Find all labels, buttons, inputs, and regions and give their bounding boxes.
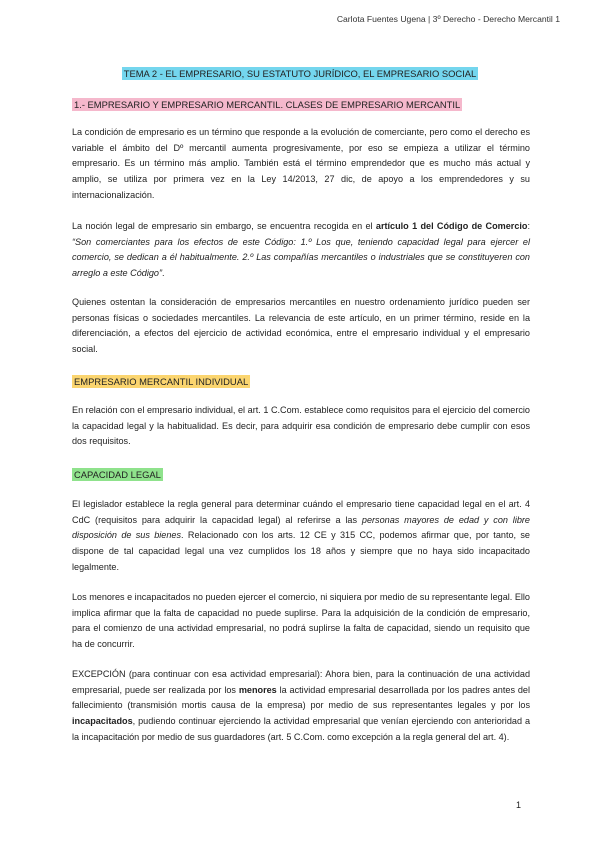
p5-text-c: . Relacionado con los arts. 12 CE y 315 CC, podemos afirmar que, por tanto, se dispone de tal capacidad legal una vez cumplidos los 18 años y siempre que no haya sido incapacitado legalmente. xyxy=(72,530,530,572)
p7-text-c: la actividad empresarial desarrollada por los padres antes del fallecimiento (transmisión mortis causa de la empresa) por medio de sus representantes legales y por los xyxy=(72,684,530,711)
p7-bold-menores: menores xyxy=(238,684,277,695)
p5-italic: personas mayores de edad y con libre disposición de sus bienes xyxy=(72,514,530,541)
paragraph-6: Los menores e incapacitados no pueden ejercer el comercio, ni siquiera por medio de su representante legal. Ello implica afirmar que la falta de capacidad no puede suplirse. Para la adquisición de la condición de empresario, para el comienzo de una actividad empresarial, no podrá suplirse la falta de capacidad, siendo un requisito que ha de concurrir. xyxy=(72,592,530,650)
p2-text-e: . xyxy=(161,268,165,279)
running-header: Carlota Fuentes Ugena | 3º Derecho - Derecho Mercantil 1 xyxy=(336,14,560,24)
paragraph-2 xyxy=(72,219,530,282)
section-heading-1 xyxy=(72,99,462,110)
p7-text-e: , pudiendo continuar ejerciendo la actividad empresarial que venían ejerciendo con anterioridad a la incapacitación por medio de sus guardadores (art. 5 C.Com. como excepción a la regla general del art. 4). xyxy=(72,716,530,742)
paragraph-5 xyxy=(72,497,530,576)
title-text: TEMA 2 - EL EMPRESARIO, SU ESTATUTO JURÍDICO, EL EMPRESARIO SOCIAL xyxy=(123,68,477,79)
paragraph-3: Quienes ostentan la consideración de empresarios mercantiles en nuestro ordenamiento jurídico pueden ser personas físicas o sociedades mercantiles. La relevancia de este artículo, en un primer término, reside en la diferenciación, a efectos del ejercicio de actividad económica, entre el empresario individual y el empresario social. xyxy=(72,297,530,355)
p7-bold-incapacitados: incapacitados xyxy=(72,716,133,727)
p2-bold-article: artículo 1 del Código de Comercio xyxy=(375,221,528,231)
page-title xyxy=(0,68,600,79)
p5-text-a: El legislador establece la regla general para determinar cuándo el empresario tiene capacidad legal en el art. 4 CdC (requisitos para adquirir la capacidad legal) al referirse a las xyxy=(72,499,530,525)
paragraph-4: En relación con el empresario individual, el art. 1 C.Com. establece como requisitos para el ejercicio del comercio la capacidad legal y la habitualidad. Es decir, para adquirir esa condición de empresario debe cumplir con esos dos requisitos. xyxy=(72,405,530,447)
section-heading-2 xyxy=(72,376,250,387)
p2-italic-quote: “Son comerciantes para los efectos de este Código: 1.º Los que, teniendo capacidad legal para ejercer el comercio, se dedican a él habitualmente. 2.º Las compañías mercantiles o industriales que se constituyeren con arreglo a este Código” xyxy=(72,236,530,279)
p2-text-a: La noción legal de empresario sin embargo, se encuentra recogida en el xyxy=(72,221,376,231)
paragraph-1: La condición de empresario es un término que responde a la evolución de comerciante, pero como el derecho es variable el ámbito del Dº mercantil aumenta progresivamente, por eso se empieza a utilizar el término empresario. Es un término más amplio. También está el término emprendedor que es mucho más actual y amplio, se utiliza por primera vez en la Ley 14/2013, 27 dic, de apoyo a los emprendedores y su internacionalización. xyxy=(72,127,530,200)
section-heading-3-text: CAPACIDAD LEGAL xyxy=(74,469,161,480)
p7-text-a: EXCEPCIÓN (para continuar con esa actividad empresarial): Ahora bien, para la continuación de una actividad empresarial, puede ser realizada por los xyxy=(72,669,530,695)
p2-text-c: : xyxy=(527,221,530,231)
section-heading-2-text: EMPRESARIO MERCANTIL INDIVIDUAL xyxy=(74,376,249,387)
page-number: 1 xyxy=(516,800,522,810)
paragraph-7 xyxy=(72,667,530,746)
section-heading-3 xyxy=(72,469,163,480)
section-heading-1-text: 1.- EMPRESARIO Y EMPRESARIO MERCANTIL. CLASES DE EMPRESARIO MERCANTIL xyxy=(74,99,461,110)
